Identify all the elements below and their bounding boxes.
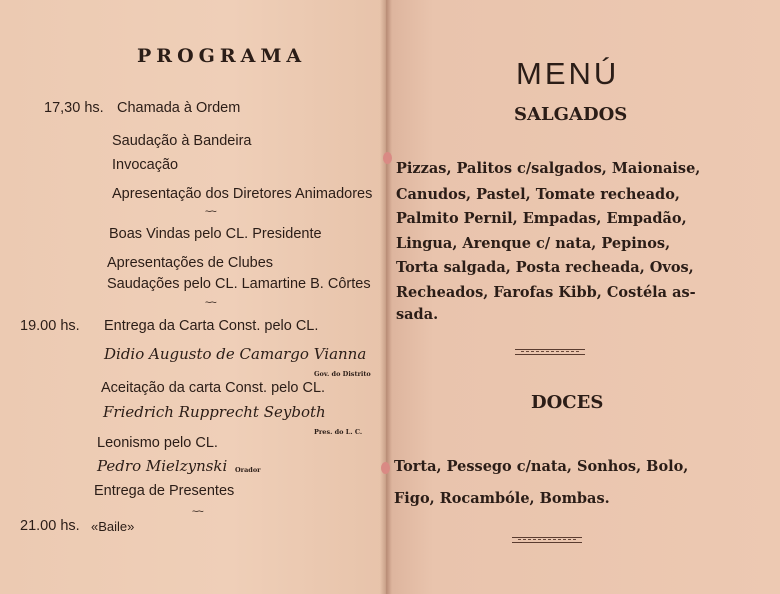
salgados-line-5: Torta salgada, Posta recheada, Ovos,	[396, 259, 694, 276]
role-presidente: Pres. do L. C.	[314, 428, 363, 436]
staple-hole-bottom	[381, 462, 390, 474]
item-saudacoes-lamartine: Saudações pelo CL. Lamartine B. Côrtes	[107, 276, 371, 292]
time-1900: 19.00 hs.	[20, 318, 80, 334]
signature-didio: Didio Augusto de Camargo Vianna	[104, 345, 367, 363]
time-1730: 17,30 hs.	[44, 100, 104, 116]
salgados-line-6: Recheados, Farofas Kibb, Costéla as-	[396, 284, 696, 301]
item-aceitacao: Aceitação da carta Const. pelo CL.	[101, 380, 326, 396]
item-invocacao: Invocação	[112, 157, 179, 173]
separator-1: ~~	[205, 206, 216, 218]
time-2100: 21.00 hs.	[20, 518, 80, 534]
salgados-title: SALGADOS	[514, 104, 628, 125]
item-saudacao-bandeira: Saudação à Bandeira	[112, 133, 252, 149]
salgados-line-3: Palmito Pernil, Empadas, Empadão,	[396, 210, 687, 227]
ornament-divider-1	[515, 346, 585, 356]
item-apresentacao-diretores: Apresentação dos Diretores Animadores	[112, 186, 373, 202]
salgados-line-1: Pizzas, Palitos c/salgados, Maionaise,	[396, 160, 701, 177]
left-page	[0, 0, 386, 594]
signature-pedro: Pedro Mielzynski	[97, 457, 228, 475]
staple-hole-top	[383, 152, 392, 164]
page-fold	[380, 0, 392, 594]
salgados-line-7: sada.	[396, 306, 439, 323]
ornament-divider-2	[512, 534, 582, 544]
role-orador: Orador	[235, 466, 261, 474]
separator-3: ~~	[192, 506, 203, 518]
item-leonismo: Leonismo pelo CL.	[97, 435, 218, 451]
doces-title: DOCES	[531, 392, 604, 413]
menu-title: MENÚ	[516, 56, 620, 91]
doces-line-1: Torta, Pessego c/nata, Sonhos, Bolo,	[394, 458, 689, 475]
item-chamada: Chamada à Ordem	[117, 100, 241, 116]
signature-friedrich: Friedrich Rupprecht Seyboth	[103, 403, 326, 421]
role-governador: Gov. do Distrito	[314, 370, 371, 378]
item-boas-vindas: Boas Vindas pelo CL. Presidente	[109, 226, 322, 242]
doces-line-2: Figo, Rocambóle, Bombas.	[394, 490, 610, 507]
separator-2: ~~	[205, 297, 216, 309]
item-apresentacoes-clubes: Apresentações de Clubes	[107, 255, 274, 271]
item-entrega-presentes: Entrega de Presentes	[94, 483, 235, 499]
item-baile: «Baile»	[91, 519, 135, 534]
programa-title: PROGRAMA	[137, 45, 307, 67]
salgados-line-2: Canudos, Pastel, Tomate recheado,	[396, 186, 680, 203]
salgados-line-4: Lingua, Arenque c/ nata, Pepinos,	[396, 235, 671, 252]
item-entrega-carta: Entrega da Carta Const. pelo CL.	[104, 318, 319, 334]
